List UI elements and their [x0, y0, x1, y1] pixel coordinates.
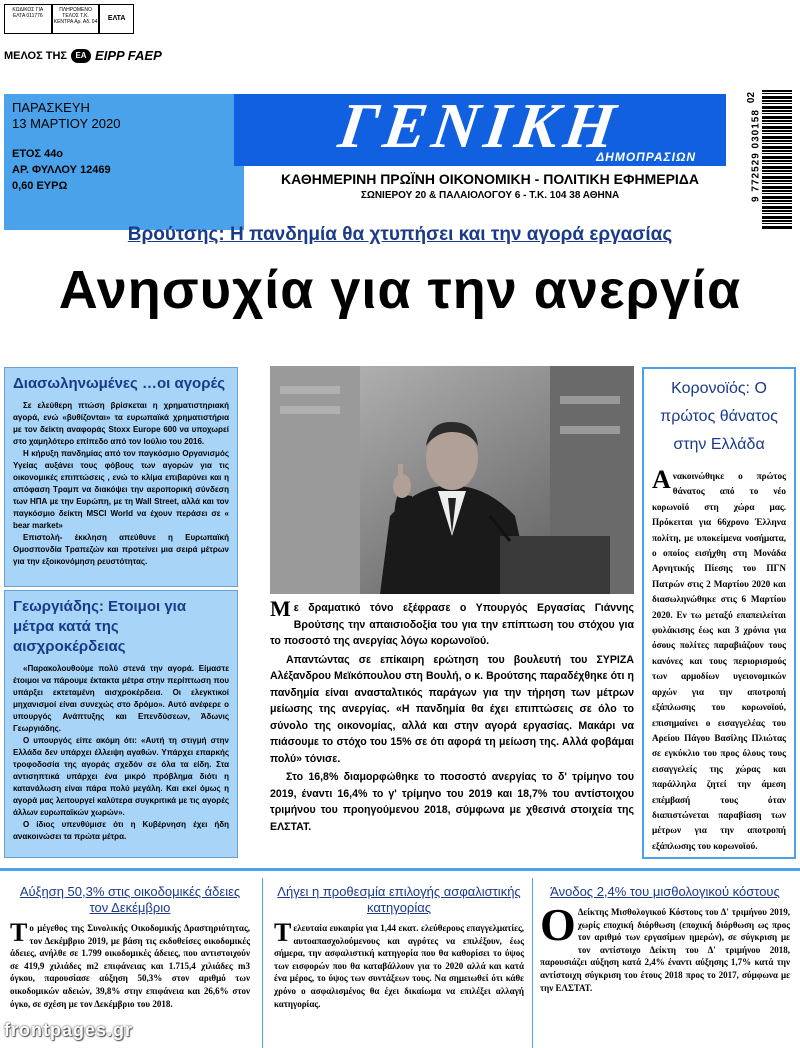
article-markets — [4, 367, 238, 587]
membership-line — [4, 48, 162, 63]
article-georgiadis-p3: Ο ίδιος υπενθύμισε ότι η Κυβέρνηση έχει ήδη ανακοινώσει τα πρώτα μέτρα. — [13, 820, 229, 841]
front-kicker: Βρούτσης: Η πανδημία θα χτυπήσει και την αγορά εργασίας — [127, 224, 673, 245]
issue-date: 13 ΜΑΡΤΙΟΥ 2020 — [12, 116, 121, 131]
site-watermark: frontpages.gr — [4, 1020, 134, 1040]
article-covid-dropcap: Α — [652, 465, 671, 494]
member-brand: EIPP FAEP — [95, 48, 162, 63]
article-insurance-deadline-text: ελευταία ευκαιρία για 1,44 εκατ. ελεύθερους επαγγελματίες, αυτοαπασχολούμενους και αγρότες να επιλέξουν, έως σήμερα, την ασφαλιστική κατηγορία που θα καθορίσει το ύψος των εισφορών που θα καταβάλλουν για το 2020 αλλά και κατά ένα μέρος, το ύψος των συντάξεων τους. Να σημειωθεί ότι κάθε χρόνο ο ασφαλισμένος θα έχει δικαίωμα να επιλέξει αλλαγή κατηγορίας. — [274, 923, 524, 1009]
barcode-number: 9 772529 030158 — [750, 109, 762, 202]
article-wage-cost-dropcap: Ο — [540, 899, 576, 950]
minister-photo-image — [270, 366, 634, 594]
main-article-p2: Απαντώντας σε επίκαιρη ερώτηση του βουλευτή του ΣΥΡΙΖΑ Αλέξανδρου Μεϊκόπουλου στη Βουλή, ο κ. Βρούτσης παραδέχθηκε ότι η πανδημία είναι ανασταλτικός παράγων για την τήρηση των μέτρων μείωσης της ανεργίας. «Η πανδημία θα έχει επιπτώσεις σε όλο το σύνολο της οικονομίας, αλλά και στην αγορά εργασίας. Μακάρι να πιάσουμε το στόχο του 15% σε ότι αφορά τη μείωση της. Αλλά φοβάμαι πολύ» τόνισε. — [270, 653, 634, 765]
member-badge-icon: ΕΑ — [71, 49, 91, 63]
main-article-dropcap: Μ — [270, 596, 291, 621]
article-building-permits-title: Αύξηση 50,3% στις οικοδομικές άδειες τον Δεκέμβριο — [19, 884, 241, 915]
issue-info-box — [4, 94, 244, 230]
article-insurance-deadline — [268, 878, 530, 1048]
postage-code: ΚΩΔΙΚΟΣ ΓΙΑ ΕΛΤΑ 011776 — [4, 4, 52, 34]
barcode-issue-code: 02 — [746, 91, 758, 104]
masthead — [234, 90, 726, 166]
front-headline: Ανησυχία για την ανεργία — [58, 260, 742, 320]
masthead-title: ΓΕΝΙΚΗ — [334, 90, 626, 161]
issue-number: ΑΡ. ΦΥΛΛΟΥ 12469 — [12, 164, 111, 176]
barcode-bars-icon — [762, 90, 792, 230]
article-wage-cost-text: Δείκτης Μισθολογικού Κόστους του Δ' τριμήνου 2019, χωρίς εποχική διόρθωση (εποχική διόρθωση ως προς τον αριθμό των εργασίμων ημερών), σε σύγκριση με τον αντίστοιχο Δείκτη του Δ' τριμήνου 2018, παρουσιάζει αύξηση κατά 2,4% έναντι αύξησης 1,7% κατά την αντίστοιχη σύγκριση του έτους 2018 προς το 2017, σύμφωνα με την ΕΛΣΤΑΤ. — [540, 907, 790, 993]
issue-price: 0,60 ΕΥΡΩ — [12, 180, 68, 192]
elta-logo: ΕΛΤΑ — [99, 4, 134, 34]
bottom-divider — [0, 868, 800, 871]
masthead-tagline: ΚΑΘΗΜΕΡΙΝΗ ΠΡΩΪΝΗ ΟΙΚΟΝΟΜΙΚΗ - ΠΟΛΙΤΙΚΗ ΕΦΗΜΕΡΙΔΑ — [281, 171, 699, 187]
barcode — [738, 90, 794, 230]
article-markets-p3: Επιστολή- έκκληση απεύθυνε η Ευρωπαϊκή Ομοσπονδία Τραπεζών και προτείνει μια σειρά μέτρων για την εξοικονόμηση ρευστότητας. — [13, 533, 229, 566]
article-covid-text-block — [652, 465, 786, 854]
postage-paid: ΠΛΗΡΩΜΕΝΟ ΤΕΛΟΣ Τ.Κ. ΚΕΝΤΡΑ Αρ. Αδ. 04 — [52, 4, 100, 34]
article-markets-p1: Σε ελεύθερη πτώση βρίσκεται η χρηματιστηριακή αγορά, ενώ «βυθίζονται» τα ευρωπαϊκά χρηματιστήρια με τον δείκτη αναφοράς Stoxx Europe 600 να υποχωρεί στο χαμηλότερο επίπεδο από τον Ιούλιο του 2016. — [13, 401, 229, 446]
article-insurance-deadline-title: Λήγει η προθεσμία επιλογής ασφαλιστικής κατηγορίας — [277, 884, 521, 915]
article-markets-p2: Η κήρυξη πανδημίας από τον παγκόσμιο Οργανισμός Υγείας αυξάνει τους φόβους των αγορών για τις οικονομικές επιπτώσεις , ενώ το κλίμα επιβαρύνει και η απόφαση Τραμπ να διακόψει την αεροπορική σύνδεση των ΗΠΑ με την Ευρώπη, με τη Wall Street, αλλά και τον παγκόσμιο δείκτη MSCI World να έχουν περάσει σε « bear market» — [13, 449, 229, 530]
article-markets-title: Διασωληνωμένες …οι αγορές — [13, 375, 226, 392]
main-article-p3: Στο 16,8% διαμορφώθηκε το ποσοστό ανεργίας το δ' τρίμηνο του 2019, έναντι 16,4% το γ' τρίμηνο του 2019 και 18,7% του αντίστοιχου τριμήνου του προηγούμενου 2018, σύμφωνα με χθεσινά στοιχεία της ΕΛΣΤΑΤ. — [270, 771, 634, 833]
column-separator — [532, 878, 533, 1048]
member-label: ΜΕΛΟΣ ΤΗΣ — [4, 49, 68, 62]
article-building-permits-dropcap: Τ — [10, 918, 28, 947]
issue-year: ΕΤΟΣ 44ο — [12, 148, 64, 160]
article-georgiadis-p1: «Παρακολουθούμε πολύ στενά την αγορά. Είμαστε έτοιμοι να πάρουμε έκτακτα μέτρα στην περίπτωση που υπάρξει εκτεταμένη αισχροκέρδεια. Οι ελεγκτικοί μηχανισμοί είναι συνεχώς στο δρόμο». Αυτό ανέφερε ο υπουργός Ανάπτυξης και Επενδύσεων, Άδωνις Γεωργιάδης. — [13, 664, 229, 733]
main-article-p1-text: ε δραματικό τόνο εξέφρασε ο Υπουργός Εργασίας Γιάννης Βρούτσης την απαισιοδοξία του για την επίπτωση του στόχου για το ποσοστό της ανεργίας λόγω κορωνοϊού. — [270, 602, 634, 647]
article-wage-cost-title: Άνοδος 2,4% του μισθολογικού κόστους — [550, 884, 780, 899]
masthead-address: ΣΩΝΙΕΡΟΥ 20 & ΠΑΛΑΙΟΛΟΓΟΥ 6 - Τ.Κ. 104 38 ΑΘΗΝΑ — [360, 190, 620, 201]
article-building-permits-block — [10, 918, 250, 1010]
article-covid-title: Κορονοϊός: Ο πρώτος θάνατος στην Ελλάδα — [660, 380, 778, 453]
article-wage-cost — [534, 878, 796, 1048]
postage-box — [4, 4, 134, 34]
article-georgiadis-p2: Ο υπουργός είπε ακόμη ότι: «Αυτή τη στιγμή στην Ελλάδα δεν υπάρχει έλλειψη αγαθών. Υπάρχει επαρκής τροφοδοσία της αγοράς σχεδόν σε όλα τα είδη. Στα αντισηπτικά υπάρχει ένα μικρό πρόβλημα διότι η κατανάλωση είναι πάρα πολύ μεγάλη. Και εκεί όμως η αγορά μας λειτουργεί καλύτερα συγκριτικά με τις αγορές άλλων ευρωπαϊκών χωρών». — [13, 736, 229, 817]
article-building-permits-text: ο μέγεθος της Συνολικής Οικοδομικής Δραστηριότητας, τον Δεκέμβριο 2019, με βάση τις εκδοθείσες οικοδομικές άδειες, ανήλθε σε 1.799 οικοδομικές άδειες, που αντιστοιχούν σε 419,9 χιλιάδες m2 επιφάνειας και 1.715,4 χιλιάδες m3 όγκου, παρουσίασε αύξηση 50,3% στον αριθμό των οικοδομικών αδειών, 39,8% στην επιφάνεια και 26,6% στον όγκο, σε σχέση με τον Δεκέμβριο του 2018. — [10, 923, 250, 1009]
article-covid — [642, 367, 796, 859]
article-wage-cost-block — [540, 899, 790, 994]
column-separator — [262, 878, 263, 1048]
issue-day: ΠΑΡΑΣΚΕΥΗ — [12, 100, 90, 115]
article-insurance-deadline-block — [274, 918, 524, 1010]
main-article — [270, 596, 634, 837]
article-georgiadis-title: Γεωργιάδης: Ετοιμοι για μέτρα κατά της αισχροκέρδειας — [13, 598, 187, 655]
main-article-p1 — [270, 596, 634, 650]
masthead-subtitle: ΔΗΜΟΠΡΑΣΙΩΝ — [596, 150, 696, 164]
article-covid-text: νακοινώθηκε ο πρώτος θάνατος από το νέο κορωνοϊό στη χώρα μας. Πρόκειται για 66χρονο Έλληνα πολίτη, με υποκείμενα νοσήματα, ο οποίος εισήχθη στη Μονάδα Αρνητικής Πίεσης του ΠΓΝ Πατρών στις 2 Μαρτίου 2020 και διασωληνώθηκε στις 6 Μαρτίου 2020. Εν τω μεταξύ επαπειλείται φυλάκισης έως και 3 χρόνια για όσους πολίτες παραβιάζουν τους κανόνες και τους περιορισμούς των αρμοδίων υγειονομικών αρχών για την αποτροπή εξάπλωσης του κορωνοϊού, επισημαίνει ο εισαγγελέας του Αρείου Πάγου Βασίλης Πλιώτας σε εγκύκλιο του προς όλους τους εισαγγελείς της χώρας και παράλληλα ζητεί την άμεση επέμβασή τους όταν διαπιστώνεται παραβίαση των μέτρων για την αποτροπή εξάπλωσης του κορωνοϊού. — [652, 471, 786, 851]
article-insurance-deadline-dropcap: Τ — [274, 918, 292, 947]
article-georgiadis — [4, 590, 238, 858]
minister-photo — [270, 366, 634, 594]
